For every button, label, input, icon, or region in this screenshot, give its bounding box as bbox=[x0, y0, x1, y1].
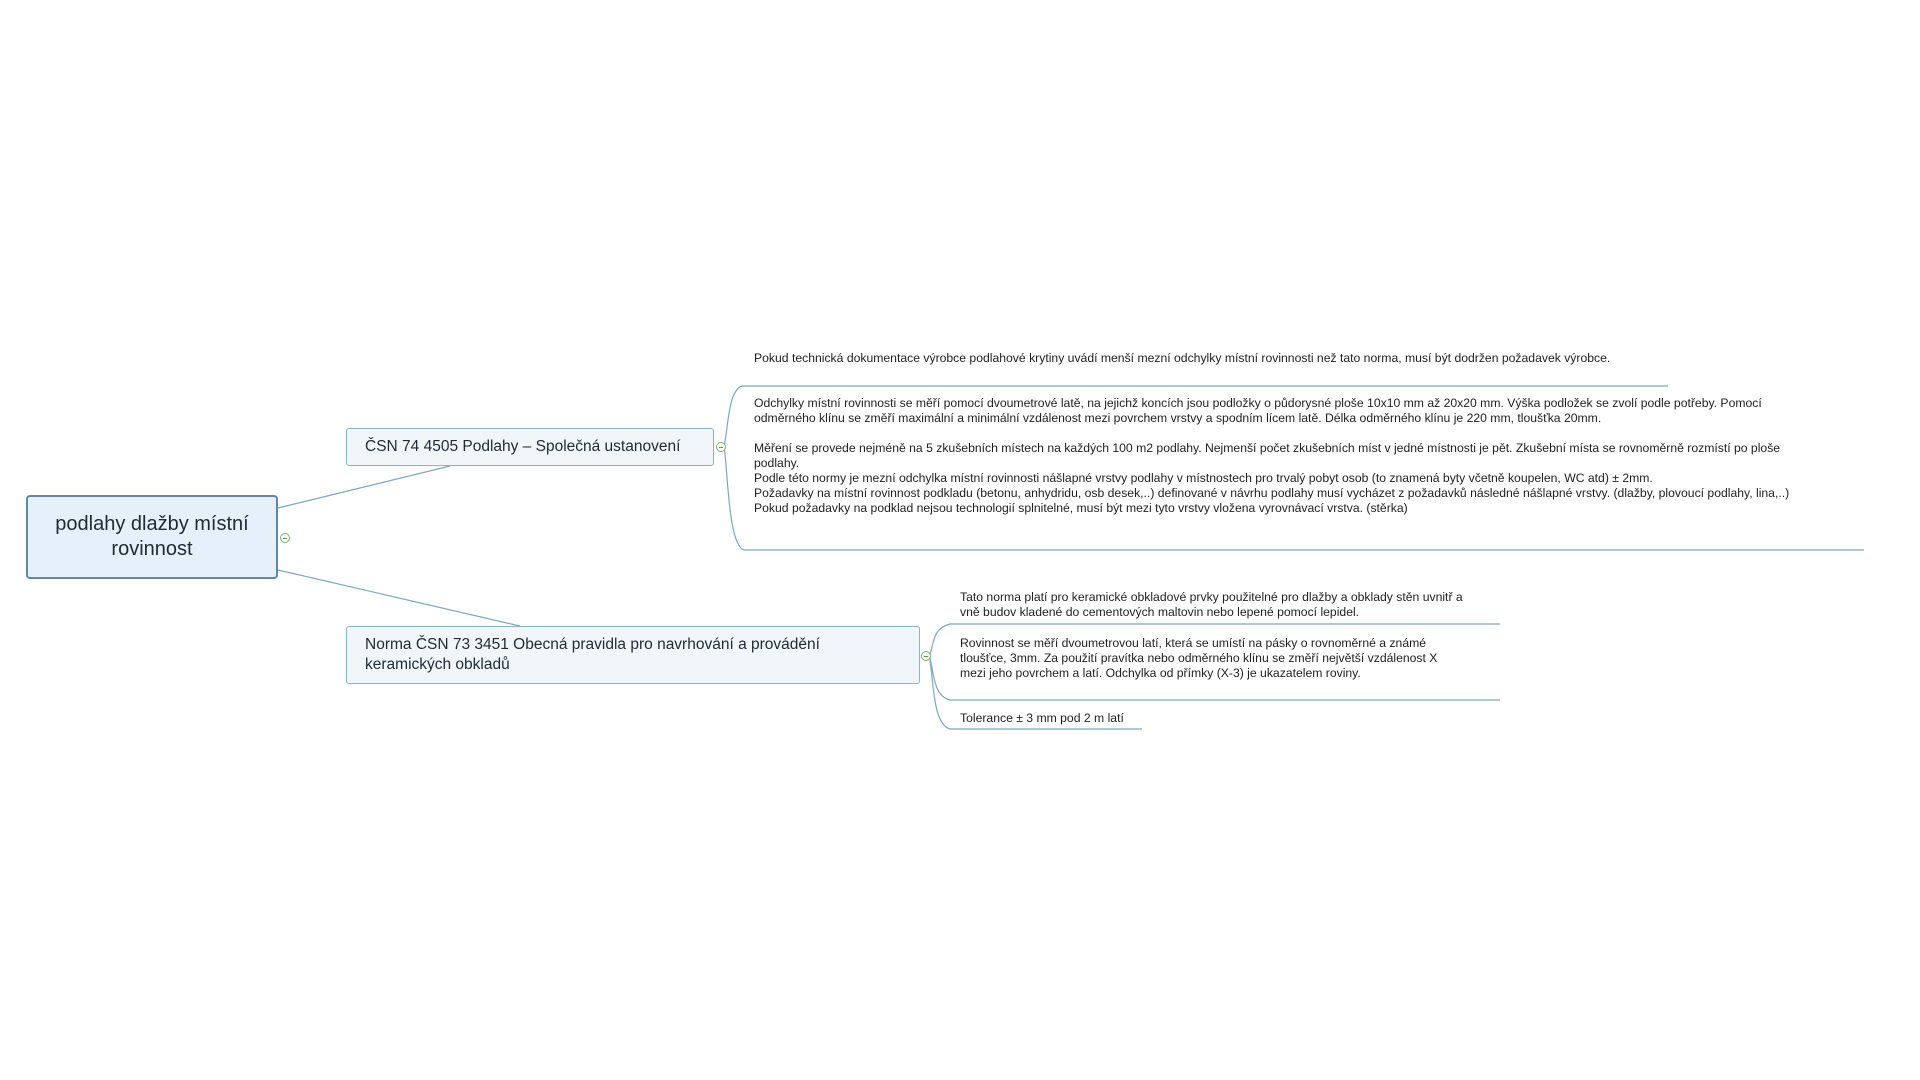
branch-topic-label: Norma ČSN 73 3451 Obecná pravidla pro navrhování a provádění keramických obkladů bbox=[365, 636, 820, 673]
note-measurement-method: Odchylky místní rovinnosti se měří pomocí dvoumetrové latě, na jejichž koncích jsou podložky o půdorysné ploše 10x10 mm až 20x20 mm. Výška podložek se zvolí podle potřeby. Pomocí odměrného klínu se změří maximální a minimální vzdálenost mezi povrchem vrstvy a spodním lícem latě. Délka odměrného klínu je 220 mm, tloušťka 20mm. Měření se provede nejméně na 5 zkušebních místech na každých 100 m2 podlahy. Nejmenší počet zkušebních míst v jedné místnosti je pět. Zkušební místa se rovnoměrně rozmístí po ploše podlahy. Podle této normy je mezní odchylka místní rovinnosti nášlapné vrstvy podlahy v místnostech pro trvalý pobyt osob (to znamená byty včetně koupelen, WC atd) ± 2mm. Požadavky na místní rovinnost podkladu (betonu, anhydridu, osb desek,..) definované v návrhu podlahy musí vycházet z požadavků následné nášlapné vrstvy. (dlažby, plovoucí podlahy, lina,..) Pokud požadavky na podklad nejsou technologií splnitelné, musí být mezi tyto vrstvy vložena vyrovnávací vrstva. (stěrka) bbox=[754, 396, 1790, 515]
branch-topic-csn-74-4505[interactable] bbox=[346, 428, 714, 466]
branch-topic-csn-73-3451[interactable] bbox=[346, 626, 920, 684]
root-collapse-icon[interactable] bbox=[280, 533, 290, 543]
note-scope: Tato norma platí pro keramické obkladové prvky použitelné pro dlažby a obklady stěn uvnitř a vně budov kladené do cementových maltovin nebo lepené pomocí lepidel. bbox=[960, 590, 1463, 619]
branch-1-collapse-icon[interactable] bbox=[716, 442, 726, 452]
connector-root-to-branch-2 bbox=[278, 570, 520, 626]
branch-topic-label: ČSN 74 4505 Podlahy – Společná ustanovení bbox=[365, 438, 681, 455]
note-tolerance: Tolerance ± 3 mm pod 2 m latí bbox=[960, 711, 1124, 725]
branch-2-collapse-icon[interactable] bbox=[921, 651, 931, 661]
root-topic-label: podlahy dlažby místní rovinnost bbox=[55, 513, 249, 560]
note-flatness-measurement: Rovinnost se měří dvoumetrovou latí, která se umístí na pásky o rovnoměrné a známé tloušťce, 3mm. Za použití pravítka nebo odměrného klínu se změří největší vzdálenost X mezi jeho povrchem a latí. Odchylka od přímky (X-3) je ukazatelem roviny. bbox=[960, 636, 1438, 680]
connector-root-to-branch-1 bbox=[278, 466, 450, 508]
note-manufacturer-requirement: Pokud technická dokumentace výrobce podlahové krytiny uvádí menší mezní odchylky místní rovinnosti než tato norma, musí být dodržen požadavek výrobce. bbox=[754, 351, 1611, 365]
root-topic[interactable] bbox=[26, 495, 278, 579]
